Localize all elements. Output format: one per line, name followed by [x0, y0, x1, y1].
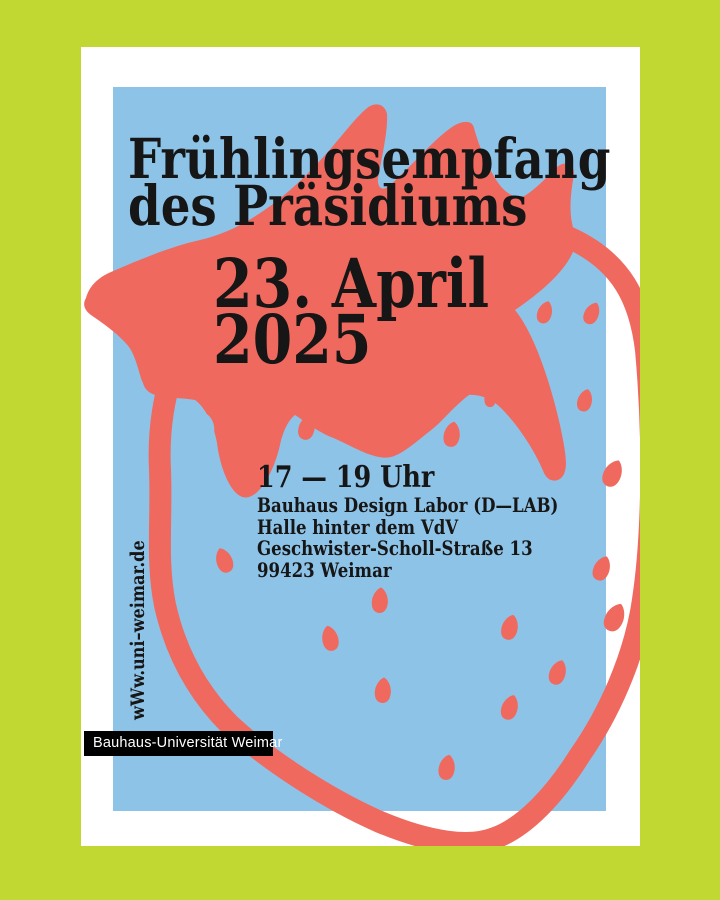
- strawberry-seed: [599, 457, 627, 490]
- address-line-hall: Halle hinter dem VdV: [257, 515, 459, 539]
- title-line-1: Frühlingsempfang: [128, 126, 611, 191]
- university-logo-text: Bauhaus-Universität Weimar: [93, 735, 283, 751]
- strawberry-seed: [371, 587, 389, 614]
- strawberry-seed: [374, 677, 392, 704]
- event-address: [257, 495, 558, 582]
- strawberry-seed: [600, 600, 629, 634]
- title-line-2: des Präsidiums: [128, 173, 528, 238]
- strawberry-seed: [212, 546, 236, 575]
- strawberry-seed: [437, 753, 457, 781]
- strawberry-seed: [575, 387, 595, 413]
- event-time: 17 — 19 Uhr: [257, 460, 435, 495]
- strawberry-seed: [320, 624, 341, 652]
- address-line-street: Geschwister-Scholl-Straße 13: [257, 537, 533, 561]
- event-title: [128, 126, 611, 238]
- strawberry-seed: [498, 693, 521, 722]
- website-url: wWw.uni–weimar.de: [127, 540, 149, 720]
- strawberry-seed: [442, 420, 462, 448]
- strawberry-seed: [546, 658, 570, 687]
- strawberry-seed: [590, 553, 614, 583]
- address-line-venue: Bauhaus Design Labor (D—LAB): [257, 494, 559, 517]
- strawberry-seed: [499, 613, 521, 642]
- date-line-1: 23. April: [213, 244, 490, 323]
- university-logo-bar: [84, 731, 283, 756]
- poster: [81, 47, 640, 846]
- strawberry-seed: [535, 299, 556, 325]
- date-line-2: 2025: [213, 300, 372, 379]
- address-line-city: 99423 Weimar: [257, 559, 392, 583]
- event-details: [257, 461, 558, 582]
- website-vertical-text: [127, 540, 151, 720]
- event-date: [213, 244, 490, 379]
- strawberry-seed: [581, 300, 604, 327]
